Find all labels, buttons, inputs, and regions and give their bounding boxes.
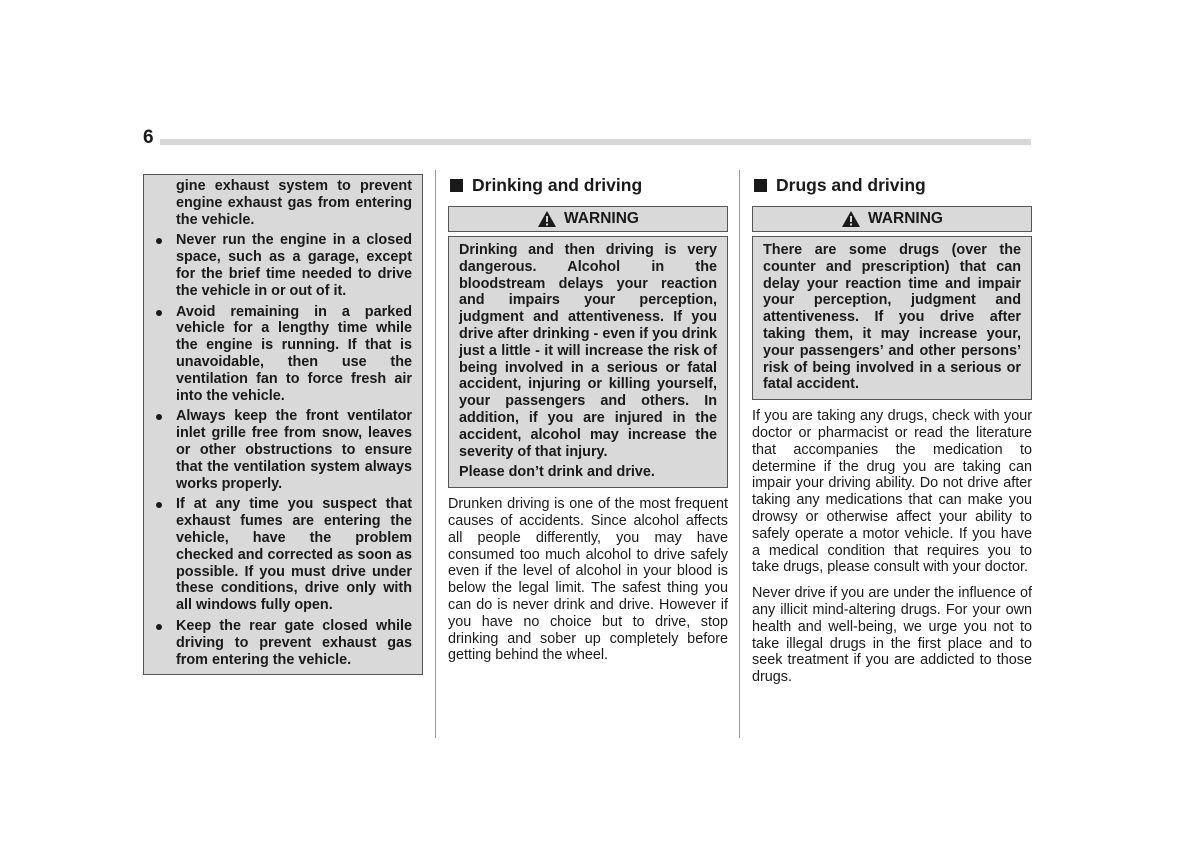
warning-note: Please don’t drink and drive.	[459, 464, 655, 481]
list-item-text: If at any time you suspect that exhaust fumes are entering the vehicle, have the problem checked and corrected as soon as possible. If you must drive under these conditions, drive only with all windows fully open.	[176, 496, 412, 614]
list-item	[155, 408, 412, 492]
section-marker-icon	[754, 179, 767, 192]
list-item-text: Always keep the front ventilator inlet grille free from snow, leaves or other obstructions to ensure that the ventilation system always works properly.	[176, 408, 412, 492]
list-item	[155, 232, 412, 299]
list-item-text: Avoid remaining in a parked vehicle for a lengthy time while the engine is running. If that is unavoidable, then use the ventilation fan to force fresh air into the vehicle.	[176, 303, 412, 404]
section-title-drinking	[448, 174, 728, 196]
list-item-text: Never run the engine in a closed space, such as a garage, except for the brief time needed to drive the vehicle in or out of it.	[176, 232, 412, 299]
bullet-icon	[156, 624, 162, 630]
section-title-text: Drinking and driving	[472, 175, 643, 195]
column-right	[752, 174, 1032, 686]
warning-label: WARNING	[868, 210, 943, 227]
warning-body	[752, 236, 1032, 400]
column-middle	[448, 174, 728, 664]
page-number: 6	[143, 127, 154, 148]
section-title-text: Drugs and driving	[776, 175, 926, 195]
warning-label: WARNING	[564, 210, 639, 227]
body-paragraph: Drunken driving is one of the most frequent causes of accidents. Since alcohol affects all people differently, you may have consumed too much alcohol to drive safely even if the level of alcohol in your blood is below the legal limit. The safest thing you can do is never drink and drive. However if you have no choice but to drive, stop drinking and sober up completely before getting behind the wheel.	[448, 496, 728, 664]
warning-body	[448, 236, 728, 488]
list-item	[155, 496, 412, 614]
header-rule	[160, 139, 1031, 145]
bullet-icon	[156, 502, 162, 508]
warning-triangle-icon	[537, 210, 557, 228]
bullet-icon	[156, 310, 162, 316]
body-paragraph: Never drive if you are under the influence of any illicit mind-altering drugs. For your own health and well-being, we urge you not to take illegal drugs in the first place and to seek treatment if you are addicted to those drugs.	[752, 585, 1032, 686]
warning-triangle-icon	[841, 210, 861, 228]
column-divider	[739, 170, 740, 738]
exhaust-warning-box	[143, 174, 423, 675]
bullet-icon	[156, 238, 162, 244]
column-divider	[435, 170, 436, 738]
list-item	[155, 618, 412, 668]
list-item	[155, 304, 412, 405]
continued-text: gine exhaust system to prevent engine exhaust gas from entering the vehicle.	[176, 178, 412, 228]
warning-text: Drinking and then driving is very dangerous. Alcohol in the bloodstream delays your reaction and impairs your perception, judgment and attentiveness. If you drive after drinking - even if you drink just a little - it will increase the risk of being involved in a serious or fatal accident, injuring or killing yourself, your passengers and others. In addition, if you are injured in the accident, alcohol may increase the severity of that injury.	[459, 242, 717, 460]
warning-header	[752, 206, 1032, 232]
warning-header	[448, 206, 728, 232]
bullet-icon	[156, 414, 162, 420]
warning-text: There are some drugs (over the counter and prescription) that can delay your reaction time and impair your perception, judgment and attentiveness. If you drive after taking them, it may increase your, your passengers’ and other persons’ risk of being involved in a serious or fatal accident.	[763, 242, 1021, 393]
body-paragraph: If you are taking any drugs, check with your doctor or pharmacist or read the literature that accompanies the medication to determine if the drug you are taking can impair your driving ability. Do not drive after taking any medications that can make you drowsy or otherwise affect your ability to safely operate a motor vehicle. If you have a medical condition that requires you to take drugs, please consult with your doctor.	[752, 408, 1032, 576]
section-marker-icon	[450, 179, 463, 192]
list-item-text: Keep the rear gate closed while driving to prevent exhaust gas from entering the vehicle.	[176, 617, 412, 668]
column-left	[143, 174, 423, 675]
section-title-drugs	[752, 174, 1032, 196]
